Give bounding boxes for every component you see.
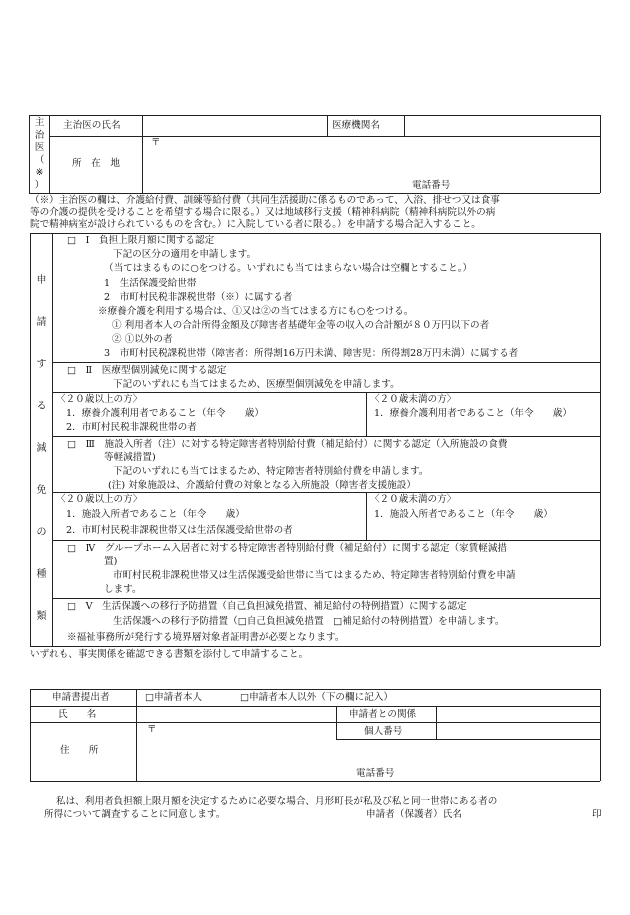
doctor-side-label: 主 治 医 （ ※ ）: [34, 117, 45, 191]
doctor-name-label: 主治医の氏名: [63, 120, 121, 131]
submitter-postal-mark: 〒: [147, 724, 157, 735]
section-1-checkbox-title[interactable]: □ Ⅰ 負担上限月額に関する認定: [67, 235, 215, 246]
submitter-label: 申請書提出者: [52, 692, 110, 703]
submitter-self-checkbox[interactable]: □申請者本人: [145, 692, 203, 703]
doctor-postal-mark: 〒: [151, 137, 161, 148]
attach-note: いずれも、事実関係を確認できる書類を添付して申請すること。: [30, 649, 309, 660]
doctor-institution-label: 医療機関名: [332, 120, 380, 131]
section-3-checkbox-title[interactable]: □ Ⅲ 施設入所者（注）に対する特定障害者特別給付費（補足給付）に関する認定（入所施設の食費: [67, 439, 508, 450]
submitter-name-label: 氏 名: [58, 709, 97, 720]
submitter-address-label: 住 所: [60, 745, 99, 756]
section-2-checkbox-title[interactable]: □ Ⅱ 医療型個別減免に関する認定: [67, 365, 227, 376]
reduction-side-label: 申 請 す る 減 免 の 種 類: [36, 275, 47, 622]
submitter-other-checkbox[interactable]: □申請者本人以外（下の欄に記入）: [240, 692, 393, 703]
seal-mark: 印: [592, 809, 602, 820]
doctor-phone-label: 電話番号: [412, 180, 451, 191]
doctor-address-label: 所 在 地: [72, 158, 120, 169]
section-4-checkbox-title[interactable]: □ Ⅳ グループホーム入居者に対する特定障害者特別給付費（補足給付）に関する認定（家賃軽減措: [67, 543, 508, 554]
submitter-id-label: 個人番号: [364, 726, 403, 737]
section-5-checkbox-title[interactable]: □ Ⅴ 生活保護への移行予防措置（自己負担減免措置、補足給付の特例措置）に関する認定: [67, 601, 467, 612]
submitter-relation-label: 申請者との関係: [349, 709, 417, 720]
submitter-phone-label: 電話番号: [356, 768, 395, 779]
signer-label: 申請者（保護者）氏名: [366, 809, 462, 820]
